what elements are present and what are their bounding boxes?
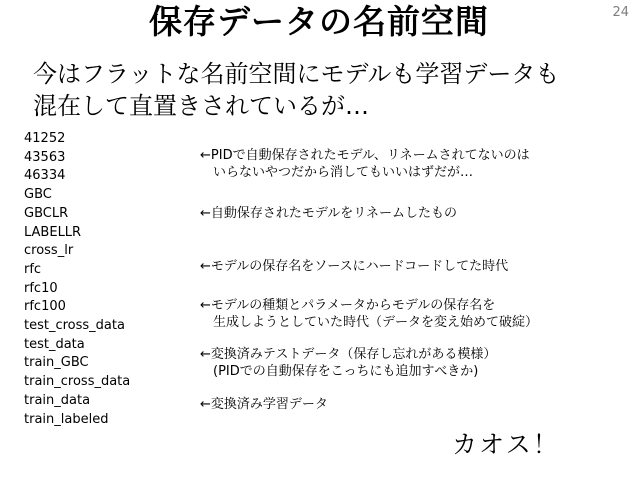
file-item: rfc10 (24, 280, 58, 296)
file-item: 41252 (24, 131, 66, 146)
subtitle (33, 58, 633, 122)
annotation-line: ←変換済み学習データ (200, 397, 328, 412)
subtitle-line: 今はフラットな名前空間にモデルも学習データも (33, 60, 560, 88)
annotation-auto-saved-models (200, 147, 530, 181)
annotation-hardcoded-names (200, 258, 508, 275)
closing-remark: カオス！ (452, 430, 560, 459)
file-item: train_GBC (24, 355, 89, 371)
page-number: 24 (612, 5, 629, 20)
annotation-line: (PIDでの自動保存をこっちにも追加すべきか) (213, 364, 479, 379)
annotation-test-data (200, 346, 496, 380)
file-item: 46334 (24, 168, 66, 184)
annotation-line: 生成しようとしていた時代（データを変え始めて破綻） (213, 315, 539, 330)
file-item: train_data (24, 392, 91, 408)
file-item: train_cross_data (24, 374, 131, 390)
file-item: 43563 (24, 149, 66, 165)
file-item: GBC (24, 187, 52, 203)
annotation-line: ←モデルの保存名をソースにハードコードしてた時代 (200, 259, 509, 274)
file-item: test_cross_data (24, 318, 125, 334)
annotation-line: ←自動保存されたモデルをリネームしたもの (200, 206, 457, 221)
slide-title: 保存データの名前空間 (149, 2, 489, 41)
file-item: train_labeled (24, 411, 109, 427)
annotation-line: ←モデルの種類とパラメータからモデルの保存名を (200, 298, 496, 313)
annotation-line: ←PIDで自動保存されたモデル、リネームされてないのは (200, 148, 530, 163)
file-item: test_data (24, 336, 85, 352)
file-item: rfc100 (24, 299, 66, 315)
annotation-line: いらないやつだから消してもいいはずだが… (213, 165, 474, 180)
file-list (24, 130, 130, 429)
file-item: LABELLR (24, 224, 82, 240)
annotation-renamed-models (200, 205, 457, 222)
annotation-train-data (200, 396, 328, 413)
annotation-generated-names (200, 297, 538, 331)
file-item: GBCLR (24, 205, 69, 221)
subtitle-line: 混在して直置きされているが… (33, 92, 369, 120)
file-item: rfc (24, 261, 42, 277)
file-item: cross_lr (24, 243, 74, 259)
annotation-line: ←変換済みテストデータ（保存し忘れがある模様） (200, 347, 497, 362)
